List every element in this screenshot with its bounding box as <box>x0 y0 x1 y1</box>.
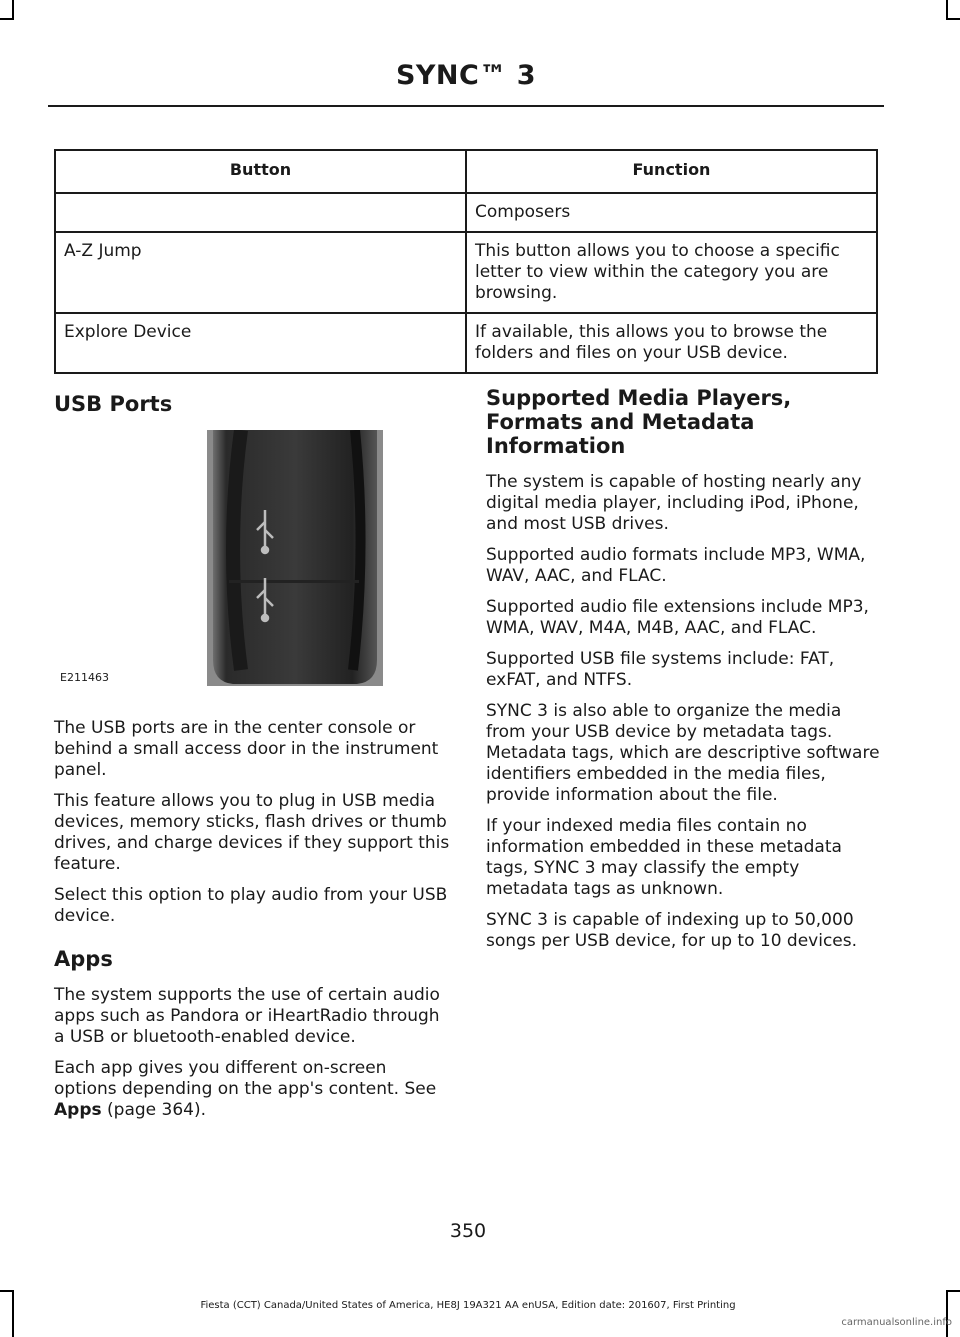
media-paragraph-unknown: If your indexed media files contain no information embedded in these metadata tags, SYNC 3 may classify the empty metadata tags as unknown. <box>486 816 842 899</box>
apps-text: Each app gives you different on-screen options depending on the app's content. See <box>54 1058 437 1099</box>
page-number: 350 <box>449 1220 487 1242</box>
apps-paragraph-support: The system supports the use of certain audio apps such as Pandora or iHeartRadio through a USB or bluetooth-enabled device. <box>54 985 440 1047</box>
table-header-row <box>55 150 877 193</box>
page-title: SYNC™ 3 <box>395 60 537 91</box>
footer-edition-info: Fiesta (CCT) Canada/United States of America, HE8J 19A321 AA enUSA, Edition date: 201607, First Printing <box>200 1300 736 1311</box>
table-row <box>55 313 877 373</box>
watermark: carmanualsonline.info <box>841 1317 952 1328</box>
crop-mark <box>946 1290 948 1337</box>
media-paragraph-formats: Supported audio formats include MP3, WMA, WAV, AAC, and FLAC. <box>486 545 866 586</box>
section-heading-apps: Apps <box>54 947 113 971</box>
apps-cross-reference-link[interactable]: Apps <box>54 1100 102 1120</box>
crop-mark <box>946 0 948 20</box>
column-header-button: Button <box>55 150 466 193</box>
button-function-table <box>54 149 878 374</box>
table-cell-function: If available, this allows you to browse the folders and files on your USB device. <box>466 313 877 373</box>
table-row <box>55 232 877 313</box>
usb-paragraph-feature: This feature allows you to plug in USB media devices, memory sticks, flash drives or thumb drives, and charge devices if they support this feature. <box>54 791 450 874</box>
crop-mark <box>12 1290 14 1337</box>
usb-paragraph-location: The USB ports are in the center console or behind a small access door in the instrument panel. <box>54 718 439 780</box>
table-row <box>55 193 877 232</box>
usb-ports-figure <box>54 430 454 688</box>
crop-mark <box>0 18 14 20</box>
table-cell-button <box>55 193 466 232</box>
table-cell-function: This button allows you to choose a specific letter to view within the category you are browsing. <box>466 232 877 313</box>
header-divider <box>48 105 884 107</box>
crop-mark <box>946 18 960 20</box>
section-heading-supported-media: Supported Media Players, Formats and Metadata Information <box>486 386 792 458</box>
section-heading-usb-ports: USB Ports <box>54 392 173 416</box>
media-paragraph-metadata: SYNC 3 is also able to organize the media from your USB device by metadata tags. Metadata tags, which are descriptive software identifiers embedded in the media files, provide information about the file. <box>486 701 880 805</box>
table-cell-function: Composers <box>466 193 877 232</box>
usb-port-illustration <box>207 430 383 686</box>
crop-mark <box>0 1290 14 1292</box>
column-header-function: Function <box>466 150 877 193</box>
crop-mark <box>946 1290 960 1292</box>
apps-paragraph-options <box>54 1058 454 1121</box>
figure-code: E211463 <box>60 671 109 684</box>
usb-paragraph-select: Select this option to play audio from your USB device. <box>54 885 448 926</box>
left-column <box>54 392 454 1131</box>
right-column <box>486 386 886 962</box>
media-paragraph-players: The system is capable of hosting nearly any digital media player, including iPod, iPhone, and most USB drives. <box>486 472 862 534</box>
crop-mark <box>12 0 14 20</box>
table-cell-button: Explore Device <box>55 313 466 373</box>
media-paragraph-extensions: Supported audio file extensions include MP3, WMA, WAV, M4A, M4B, AAC, and FLAC. <box>486 597 869 638</box>
media-paragraph-file-systems: Supported USB file systems include: FAT, exFAT, and NTFS. <box>486 649 835 690</box>
media-paragraph-indexing: SYNC 3 is capable of indexing up to 50,000 songs per USB device, for up to 10 devices. <box>486 910 858 951</box>
apps-page-reference: (page 364). <box>101 1100 207 1120</box>
table-cell-button: A-Z Jump <box>55 232 466 313</box>
